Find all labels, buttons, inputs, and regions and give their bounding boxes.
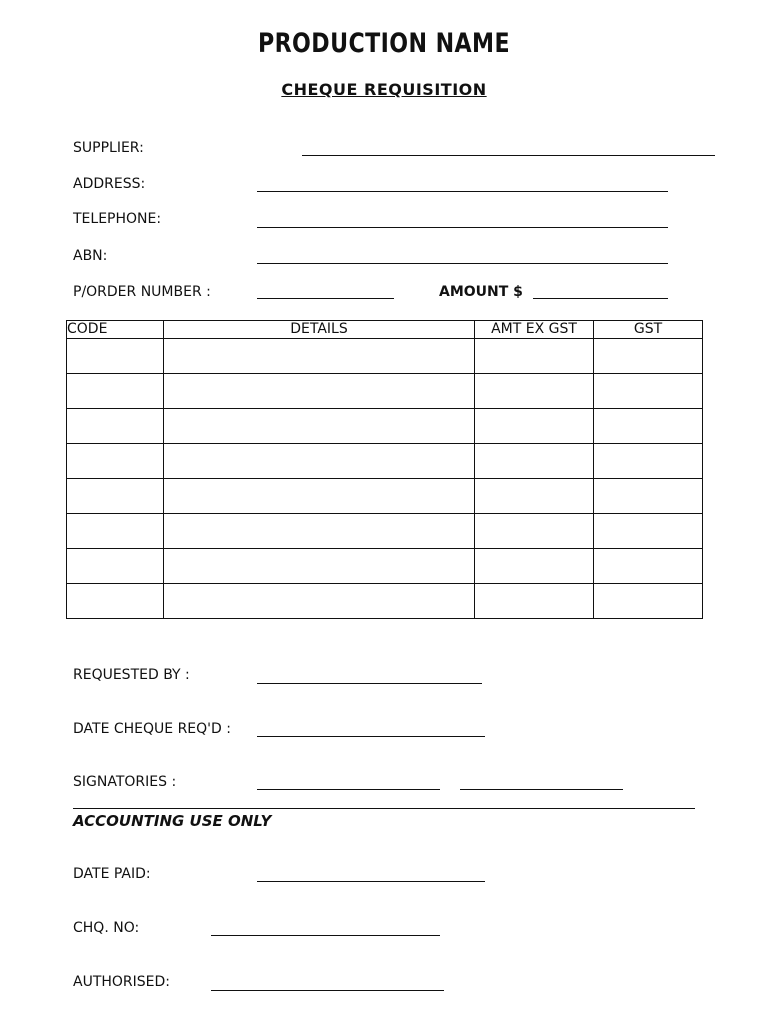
gst-cell[interactable] [594, 584, 703, 619]
date-paid-field[interactable] [257, 881, 485, 882]
code-cell[interactable] [67, 444, 164, 479]
gst-cell[interactable] [594, 479, 703, 514]
details-cell[interactable] [164, 479, 475, 514]
amt-ex-gst-cell[interactable] [475, 444, 594, 479]
amt-ex-gst-cell[interactable] [475, 339, 594, 374]
requested-by-field[interactable] [257, 683, 482, 684]
column-header-amt-ex-gst: AMT EX GST [475, 321, 594, 339]
table-row [67, 339, 703, 374]
requested-by-label: REQUESTED BY : [73, 667, 190, 683]
table-row [67, 374, 703, 409]
amt-ex-gst-cell[interactable] [475, 549, 594, 584]
details-cell[interactable] [164, 514, 475, 549]
gst-cell[interactable] [594, 409, 703, 444]
supplier-field[interactable] [302, 155, 715, 156]
table-row [67, 549, 703, 584]
telephone-label: TELEPHONE: [73, 211, 162, 227]
amount-label: AMOUNT $ [439, 284, 523, 300]
table-row [67, 409, 703, 444]
address-field[interactable] [257, 191, 668, 192]
table-header-row [67, 321, 703, 339]
code-cell[interactable] [67, 479, 164, 514]
amt-ex-gst-cell[interactable] [475, 514, 594, 549]
details-cell[interactable] [164, 444, 475, 479]
date-req-field[interactable] [257, 736, 485, 737]
amt-ex-gst-cell[interactable] [475, 409, 594, 444]
details-cell[interactable] [164, 339, 475, 374]
gst-cell[interactable] [594, 514, 703, 549]
amt-ex-gst-cell[interactable] [475, 479, 594, 514]
gst-cell[interactable] [594, 444, 703, 479]
form-subtitle [0, 80, 768, 99]
date-req-label: DATE CHEQUE REQ'D : [73, 721, 231, 737]
items-table [66, 320, 703, 619]
code-cell[interactable] [67, 409, 164, 444]
gst-cell[interactable] [594, 374, 703, 409]
details-cell[interactable] [164, 584, 475, 619]
chq-no-label: CHQ. NO: [73, 920, 140, 936]
table-row [67, 584, 703, 619]
accounting-heading: ACCOUNTING USE ONLY [73, 812, 272, 830]
amt-ex-gst-cell[interactable] [475, 584, 594, 619]
table-row [67, 444, 703, 479]
date-paid-label: DATE PAID: [73, 866, 151, 882]
code-cell[interactable] [67, 584, 164, 619]
signatories-label: SIGNATORIES : [73, 774, 177, 790]
code-cell[interactable] [67, 374, 164, 409]
details-cell[interactable] [164, 409, 475, 444]
porder-label: P/ORDER NUMBER : [73, 284, 211, 300]
authorised-label: AUTHORISED: [73, 974, 171, 990]
authorised-field[interactable] [211, 990, 444, 991]
column-header-details: DETAILS [164, 321, 475, 339]
abn-label: ABN: [73, 248, 108, 264]
code-cell[interactable] [67, 514, 164, 549]
code-cell[interactable] [67, 339, 164, 374]
porder-field[interactable] [257, 298, 394, 299]
signatory-1-field[interactable] [257, 789, 440, 790]
supplier-label: SUPPLIER: [73, 140, 144, 156]
column-header-gst: GST [594, 321, 703, 339]
details-cell[interactable] [164, 374, 475, 409]
gst-cell[interactable] [594, 549, 703, 584]
gst-cell[interactable] [594, 339, 703, 374]
table-row [67, 514, 703, 549]
column-header-code: CODE [67, 321, 164, 339]
form-subtitle-text: CHEQUE REQUISITION [281, 80, 487, 99]
amt-ex-gst-cell[interactable] [475, 374, 594, 409]
address-label: ADDRESS: [73, 176, 146, 192]
amount-field[interactable] [533, 298, 668, 299]
page-title: PRODUCTION NAME [257, 28, 511, 59]
table-row [67, 479, 703, 514]
signatory-2-field[interactable] [460, 789, 623, 790]
chq-no-field[interactable] [211, 935, 440, 936]
code-cell[interactable] [67, 549, 164, 584]
details-cell[interactable] [164, 549, 475, 584]
section-divider [73, 808, 695, 809]
abn-field[interactable] [257, 263, 668, 264]
telephone-field[interactable] [257, 227, 668, 228]
